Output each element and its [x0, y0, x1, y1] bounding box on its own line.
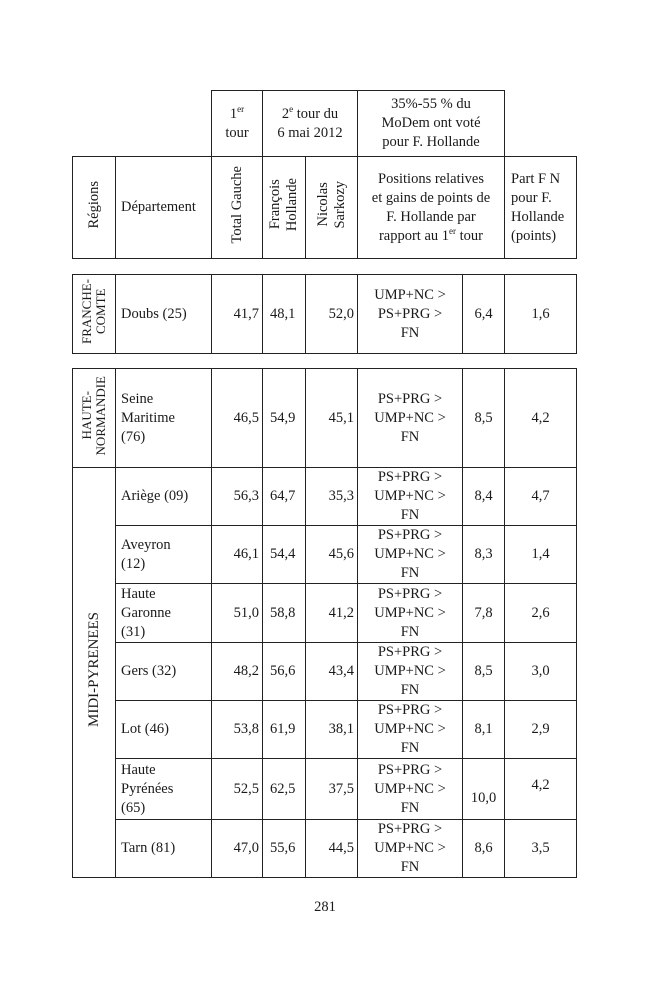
hollande-cell: 54,9	[263, 369, 306, 468]
table-row	[73, 584, 577, 643]
table-row	[73, 468, 577, 526]
total-gauche-cell: 51,0	[212, 584, 263, 643]
table-row	[73, 820, 577, 878]
part-fn-cell: 3,5	[505, 820, 577, 878]
positions-cell: PS+PRG > UMP+NC > FN	[358, 820, 463, 878]
table-row	[73, 526, 577, 584]
sarkozy-cell: 35,3	[306, 468, 358, 526]
dept-cell: Seine Maritime (76)	[116, 369, 212, 468]
main-data-table	[72, 368, 577, 878]
sarkozy-cell: 45,1	[306, 369, 358, 468]
gain-cell: 6,4	[463, 275, 505, 354]
col-hollande: François Hollande	[263, 157, 306, 259]
sarkozy-cell: 37,5	[306, 759, 358, 820]
positions-cell: PS+PRG > UMP+NC > FN	[358, 701, 463, 759]
first-round-header: 1er tour	[212, 91, 263, 157]
header-table	[72, 90, 577, 259]
dept-cell: Doubs (25)	[116, 275, 212, 354]
part-fn-cell: 4,7	[505, 468, 577, 526]
sarkozy-cell: 44,5	[306, 820, 358, 878]
table-row	[73, 275, 577, 354]
part-fn-cell: 1,4	[505, 526, 577, 584]
sarkozy-cell: 52,0	[306, 275, 358, 354]
sarkozy-cell: 43,4	[306, 643, 358, 701]
table-row	[73, 701, 577, 759]
gain-cell: 8,1	[463, 701, 505, 759]
col-sarkozy: Nicolas Sarkozy	[306, 157, 358, 259]
gain-cell: 10,0	[463, 759, 505, 820]
col-positions: Positions relatives et gains de points de F. Hollande par rapport au 1er tour	[358, 157, 505, 259]
part-fn-cell: 2,6	[505, 584, 577, 643]
second-round-header: 2e tour du 6 mai 2012	[263, 91, 358, 157]
hollande-cell: 56,6	[263, 643, 306, 701]
part-fn-cell: 4,2	[505, 759, 577, 820]
positions-cell: PS+PRG > UMP+NC > FN	[358, 369, 463, 468]
region-haute-normandie: HAUTE- NORMANDIE	[73, 369, 116, 468]
dept-cell: Aveyron (12)	[116, 526, 212, 584]
col-departement: Département	[116, 157, 212, 259]
hollande-cell: 61,9	[263, 701, 306, 759]
gain-cell: 8,5	[463, 643, 505, 701]
gain-cell: 8,5	[463, 369, 505, 468]
part-fn-cell: 2,9	[505, 701, 577, 759]
part-fn-cell: 3,0	[505, 643, 577, 701]
gain-cell: 8,4	[463, 468, 505, 526]
positions-cell: PS+PRG > UMP+NC > FN	[358, 526, 463, 584]
positions-cell: PS+PRG > UMP+NC > FN	[358, 584, 463, 643]
modem-header: 35%-55 % du MoDem ont voté pour F. Hollande	[358, 91, 505, 157]
positions-cell: PS+PRG > UMP+NC > FN	[358, 759, 463, 820]
col-part-fn: Part F N pour F. Hollande (points)	[505, 157, 577, 259]
dept-cell: Tarn (81)	[116, 820, 212, 878]
total-gauche-cell: 46,5	[212, 369, 263, 468]
total-gauche-cell: 56,3	[212, 468, 263, 526]
total-gauche-cell: 46,1	[212, 526, 263, 584]
positions-cell: PS+PRG > UMP+NC > FN	[358, 468, 463, 526]
total-gauche-cell: 41,7	[212, 275, 263, 354]
table-row	[73, 759, 577, 820]
region-franche-comte: FRANCHE- COMTE	[73, 275, 116, 354]
total-gauche-cell: 47,0	[212, 820, 263, 878]
total-gauche-cell: 52,5	[212, 759, 263, 820]
table-row	[73, 643, 577, 701]
sarkozy-cell: 41,2	[306, 584, 358, 643]
positions-cell: UMP+NC > PS+PRG > FN	[358, 275, 463, 354]
dept-cell: Ariège (09)	[116, 468, 212, 526]
col-total-gauche: Total Gauche	[212, 157, 263, 259]
hollande-cell: 55,6	[263, 820, 306, 878]
total-gauche-cell: 53,8	[212, 701, 263, 759]
region-midi-pyrenees: MIDI-PYRENEES	[73, 468, 116, 878]
dept-cell: Haute Garonne (31)	[116, 584, 212, 643]
hollande-cell: 48,1	[263, 275, 306, 354]
hollande-cell: 58,8	[263, 584, 306, 643]
gain-cell: 8,6	[463, 820, 505, 878]
sarkozy-cell: 38,1	[306, 701, 358, 759]
hollande-cell: 54,4	[263, 526, 306, 584]
part-fn-cell: 4,2	[505, 369, 577, 468]
total-gauche-cell: 48,2	[212, 643, 263, 701]
gain-cell: 8,3	[463, 526, 505, 584]
sarkozy-cell: 45,6	[306, 526, 358, 584]
page-number: 281	[314, 899, 336, 915]
dept-cell: Gers (32)	[116, 643, 212, 701]
dept-cell: Lot (46)	[116, 701, 212, 759]
gain-cell: 7,8	[463, 584, 505, 643]
positions-cell: PS+PRG > UMP+NC > FN	[358, 643, 463, 701]
hollande-cell: 62,5	[263, 759, 306, 820]
dept-cell: Haute Pyrénées (65)	[116, 759, 212, 820]
hollande-cell: 64,7	[263, 468, 306, 526]
part-fn-cell: 1,6	[505, 275, 577, 354]
franche-comte-table	[72, 274, 577, 354]
col-regions: Régions	[73, 157, 116, 259]
table-row	[73, 369, 577, 468]
